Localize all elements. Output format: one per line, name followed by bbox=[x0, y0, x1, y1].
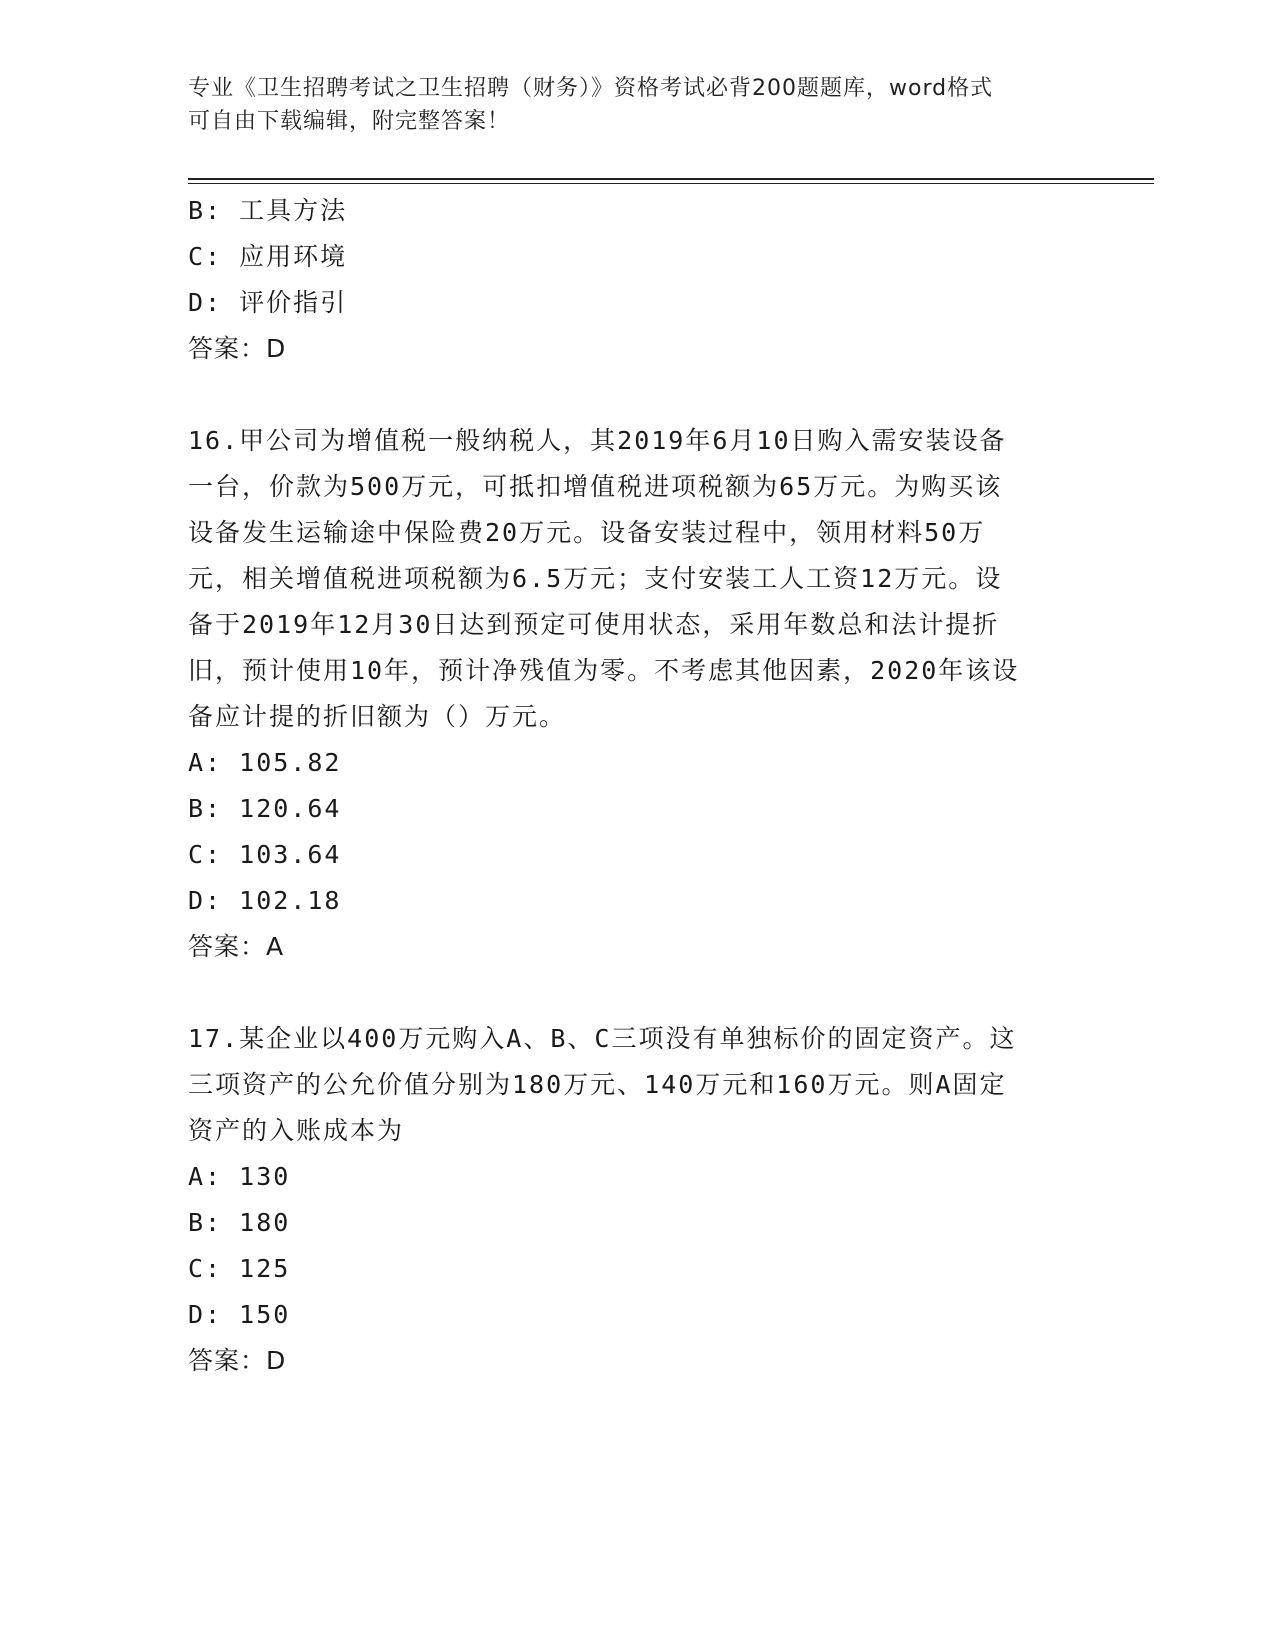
question-text-line: 旧，预计使用10年，预计净残值为零。不考虑其他因素，2020年该设 bbox=[188, 656, 1020, 685]
answer: 答案：A bbox=[188, 932, 285, 961]
question-text-line: 三项资产的公允价值分别为180万元、140万元和160万元。则A固定 bbox=[188, 1070, 1007, 1099]
question-text-line: 备应计提的折旧额为（）万元。 bbox=[188, 702, 567, 731]
option-d: D: 评价指引 bbox=[188, 288, 348, 317]
header-line-1: 专业《卫生招聘考试之卫生招聘（财务）》资格考试必背200题题库，word格式 bbox=[188, 76, 994, 101]
option-b: B: 180 bbox=[188, 1208, 291, 1237]
question-16 bbox=[188, 418, 1088, 970]
question-text-line: 16.甲公司为增值税一般纳税人，其2019年6月10日购入需安装设备 bbox=[188, 426, 1007, 455]
question-text-line: 资产的入账成本为 bbox=[188, 1116, 405, 1145]
option-a: A: 105.82 bbox=[188, 748, 342, 777]
option-d: D: 150 bbox=[188, 1300, 291, 1329]
question-text-line: 设备发生运输途中保险费20万元。设备安装过程中，领用材料50万 bbox=[188, 518, 986, 547]
option-c: C: 103.64 bbox=[188, 840, 342, 869]
header-divider-thick bbox=[188, 178, 1154, 180]
answer: 答案：D bbox=[188, 1346, 287, 1375]
page-header bbox=[188, 72, 1088, 138]
question-17 bbox=[188, 1016, 1088, 1384]
question-text-line: 17.某企业以400万元购入A、B、C三项没有单独标价的固定资产。这 bbox=[188, 1024, 1017, 1053]
question-text-line: 备于2019年12月30日达到预定可使用状态，采用年数总和法计提折 bbox=[188, 610, 1000, 639]
option-d: D: 102.18 bbox=[188, 886, 342, 915]
document-body bbox=[188, 188, 1088, 1384]
option-c: C: 125 bbox=[188, 1254, 291, 1283]
question-text-line: 元，相关增值税进项税额为6.5万元；支付安装工人工资12万元。设 bbox=[188, 564, 1003, 593]
header-divider-thin bbox=[188, 183, 1154, 184]
option-b: B: 120.64 bbox=[188, 794, 342, 823]
header-line-2: 可自由下载编辑，附完整答案！ bbox=[188, 109, 511, 134]
answer: 答案：D bbox=[188, 334, 287, 363]
prev-question bbox=[188, 188, 1088, 372]
question-text-line: 一台，价款为500万元，可抵扣增值税进项税额为65万元。为购买该 bbox=[188, 472, 1003, 501]
option-b: B: 工具方法 bbox=[188, 196, 348, 225]
option-a: A: 130 bbox=[188, 1162, 291, 1191]
option-c: C: 应用环境 bbox=[188, 242, 348, 271]
